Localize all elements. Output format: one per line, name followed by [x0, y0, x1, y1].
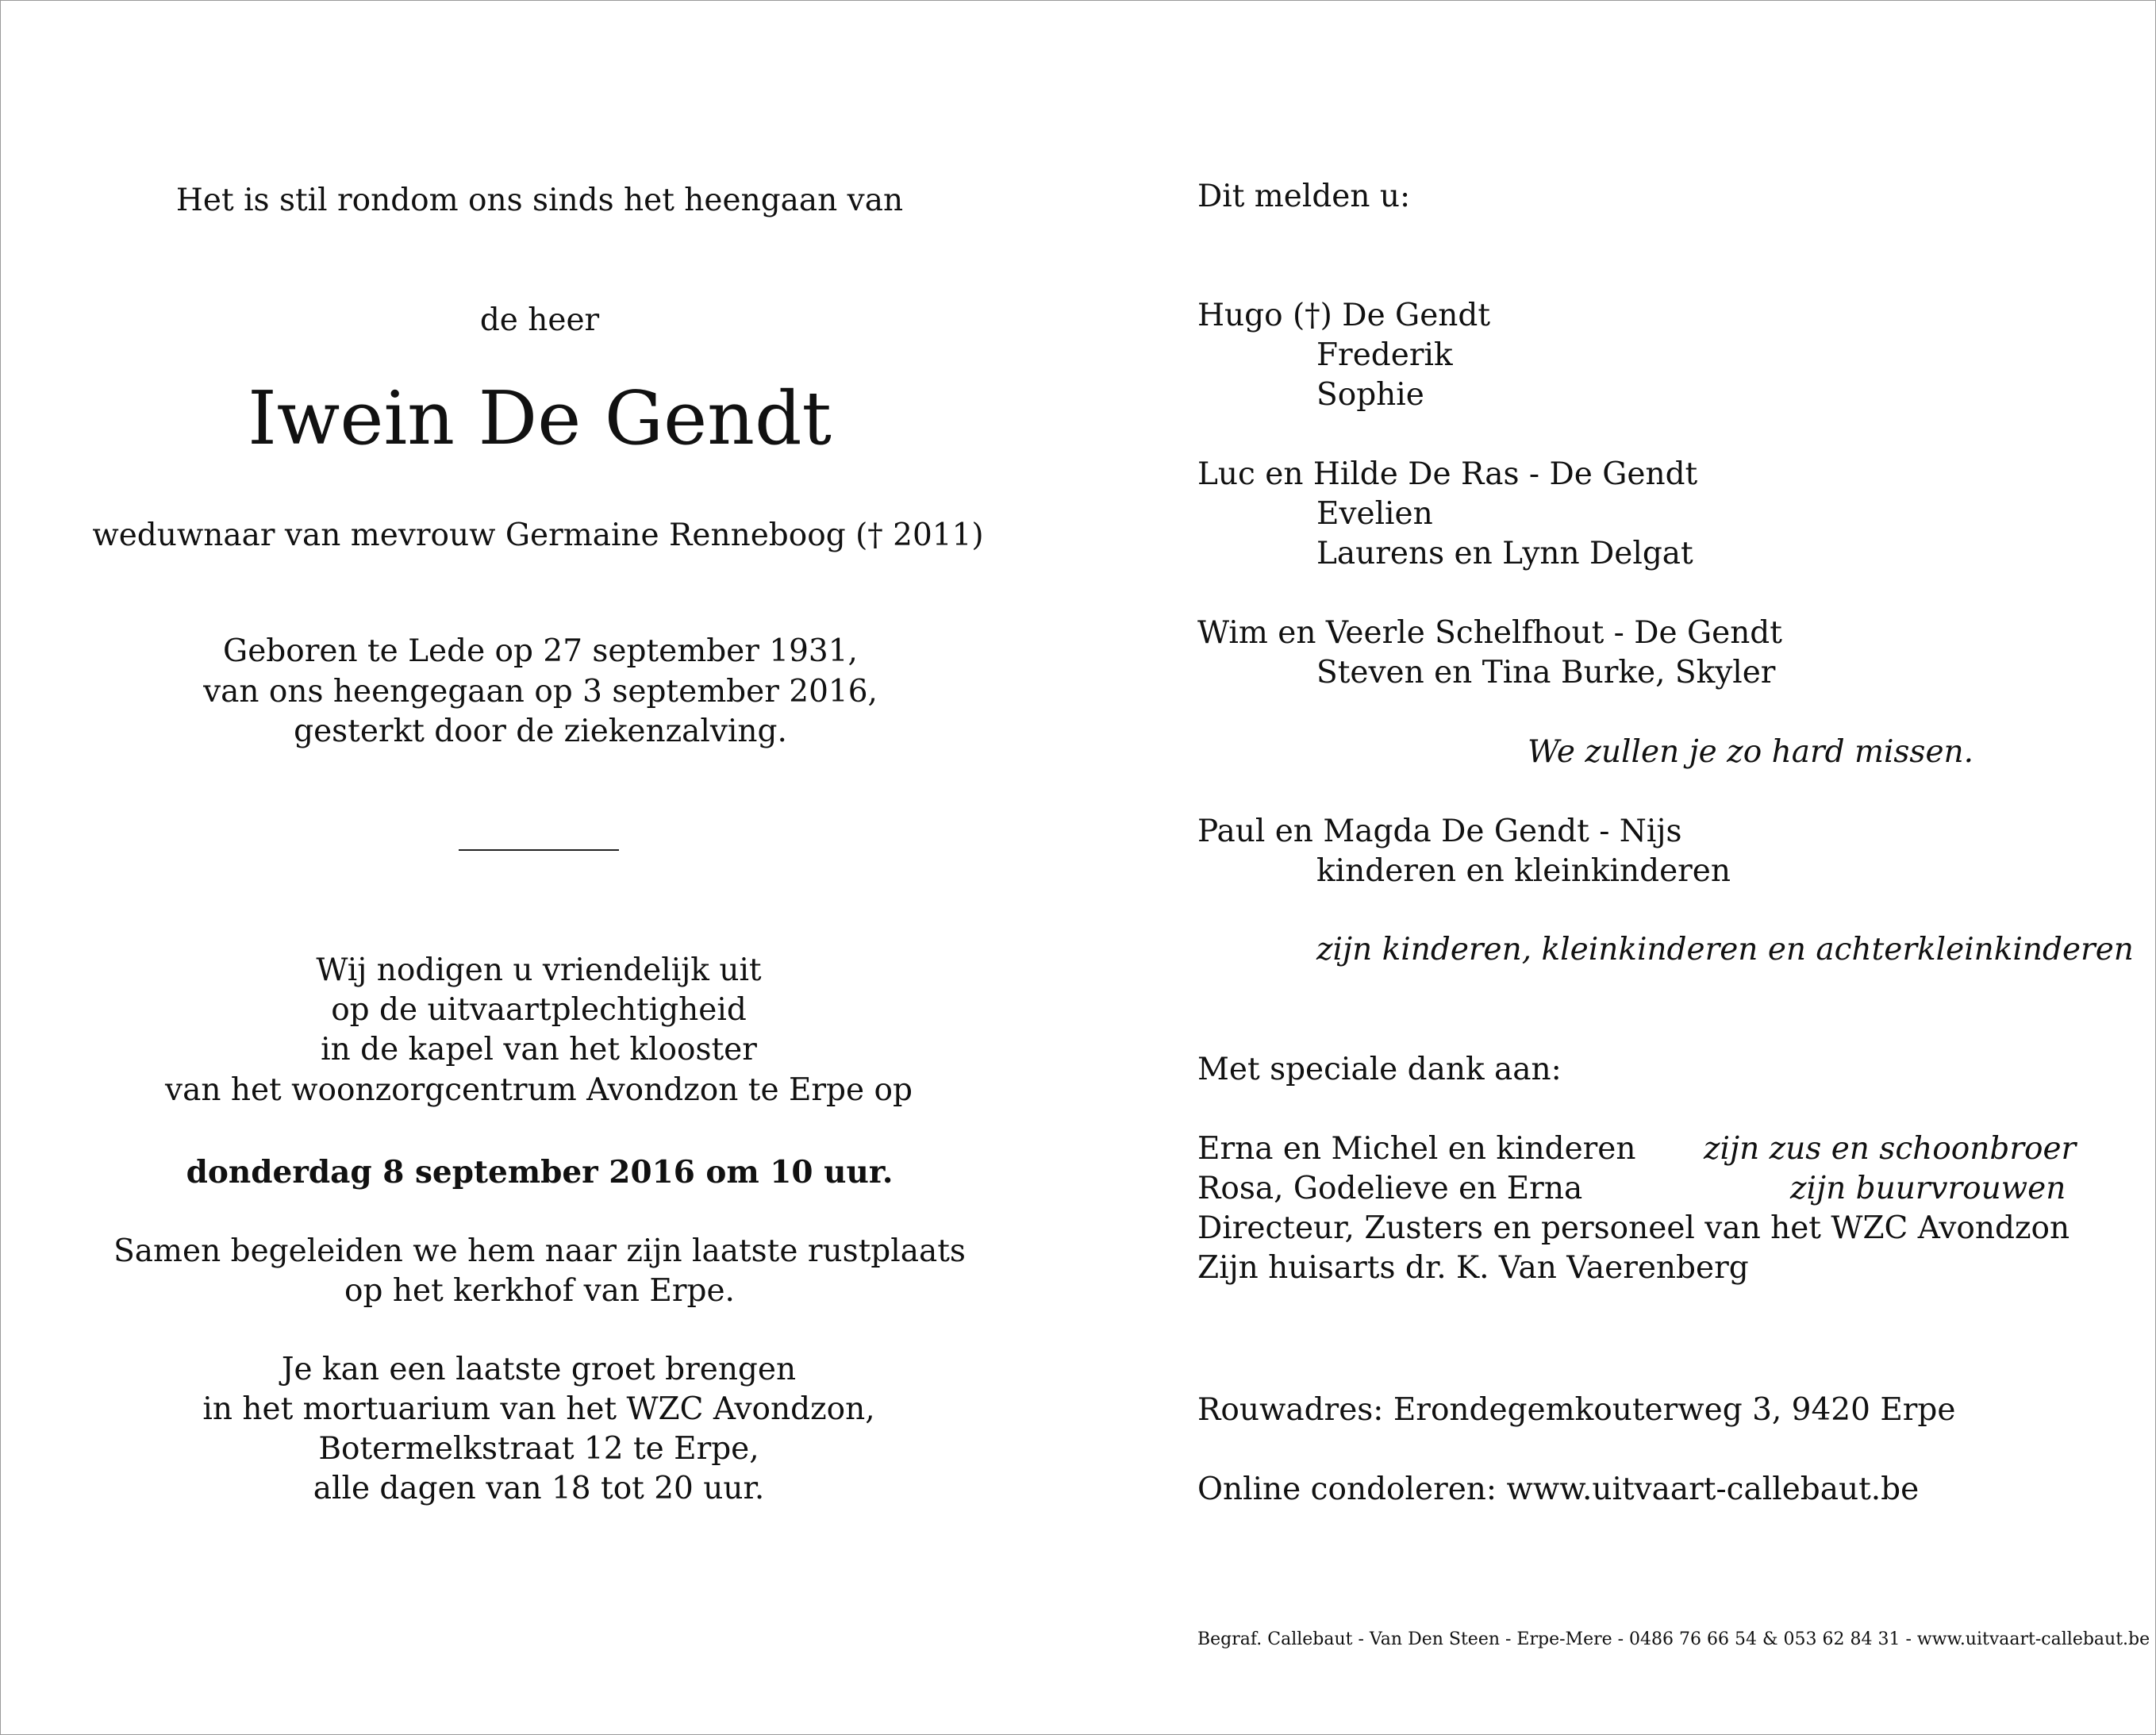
deceased-name: Iwein De Gendt — [248, 375, 832, 461]
family-head: Wim en Veerle Schelfhout - De Gendt — [1197, 615, 1782, 651]
family-member: Frederik — [1316, 337, 1453, 373]
family-head: Paul en Magda De Gendt - Nijs — [1197, 814, 1682, 849]
intro-text: Het is stil rondom ons sinds het heengaan van — [175, 183, 904, 218]
mourning-address: Rouwadres: Erondegemkouterweg 3, 9420 Erpe — [1197, 1392, 1956, 1428]
thanks-relation: zijn buurvrouwen — [1790, 1171, 2066, 1206]
visitation-line: Je kan een laatste groet brengen — [281, 1352, 797, 1387]
thanks-name: Erna en Michel en kinderen — [1197, 1131, 1636, 1167]
thanks-name: Rosa, Godelieve en Erna — [1197, 1171, 1583, 1206]
miss-quote: We zullen je zo hard missen. — [1528, 734, 1974, 770]
online-condolences: Online condoleren: www.uitvaart-callebaut.be — [1197, 1471, 1920, 1507]
invitation-line: in de kapel van het klooster — [321, 1032, 757, 1068]
family-head: Hugo (†) De Gendt — [1197, 298, 1491, 333]
invitation-line: van het woonzorgcentrum Avondzon te Erpe op — [165, 1072, 913, 1108]
ceremony-date: donderdag 8 september 2016 om 10 uur. — [186, 1154, 894, 1191]
invitation-line: Wij nodigen u vriendelijk uit — [316, 952, 762, 988]
announced-by-heading: Dit melden u: — [1197, 179, 1411, 214]
thanks-name: Zijn huisarts dr. K. Van Vaerenberg — [1197, 1250, 1749, 1286]
passing-line: van ons heengegaan op 3 september 2016, — [203, 674, 878, 710]
sacrament-line: gesterkt door de ziekenzalving. — [294, 714, 787, 749]
burial-line: op het kerkhof van Erpe. — [344, 1273, 735, 1309]
burial-line: Samen begeleiden we hem naar zijn laatste rustplaats — [113, 1233, 966, 1269]
visitation-line: alle dagen van 18 tot 20 uur. — [313, 1471, 765, 1506]
funeral-home-footer: Begraf. Callebaut - Van Den Steen - Erpe-Mere - 0486 76 66 54 & 053 62 84 31 - www.uitvaart-callebaut.be — [1197, 1629, 2150, 1649]
honorific: de heer — [479, 302, 600, 338]
visitation-line: in het mortuarium van het WZC Avondzon, — [202, 1391, 875, 1427]
thanks-heading: Met speciale dank aan: — [1197, 1052, 1562, 1087]
thanks-name: Directeur, Zusters en personeel van het WZC Avondzon — [1197, 1210, 2070, 1246]
family-member: kinderen en kleinkinderen — [1316, 853, 1731, 889]
descendants-line: zijn kinderen, kleinkinderen en achterkleinkinderen — [1316, 932, 2134, 968]
family-member: Steven en Tina Burke, Skyler — [1316, 655, 1776, 691]
visitation-line: Botermelkstraat 12 te Erpe, — [318, 1431, 759, 1467]
family-member: Evelien — [1316, 496, 1433, 532]
birth-line: Geboren te Lede op 27 september 1931, — [223, 633, 858, 669]
family-member: Laurens en Lynn Delgat — [1316, 536, 1693, 571]
widower-line: weduwnaar van mevrouw Germaine Renneboog († 2011) — [92, 517, 984, 553]
invitation-line: op de uitvaartplechtigheid — [331, 992, 747, 1028]
family-member: Sophie — [1316, 377, 1424, 413]
thanks-relation: zijn zus en schoonbroer — [1704, 1131, 2077, 1167]
divider-rule — [459, 849, 619, 851]
family-head: Luc en Hilde De Ras - De Gendt — [1197, 456, 1698, 492]
